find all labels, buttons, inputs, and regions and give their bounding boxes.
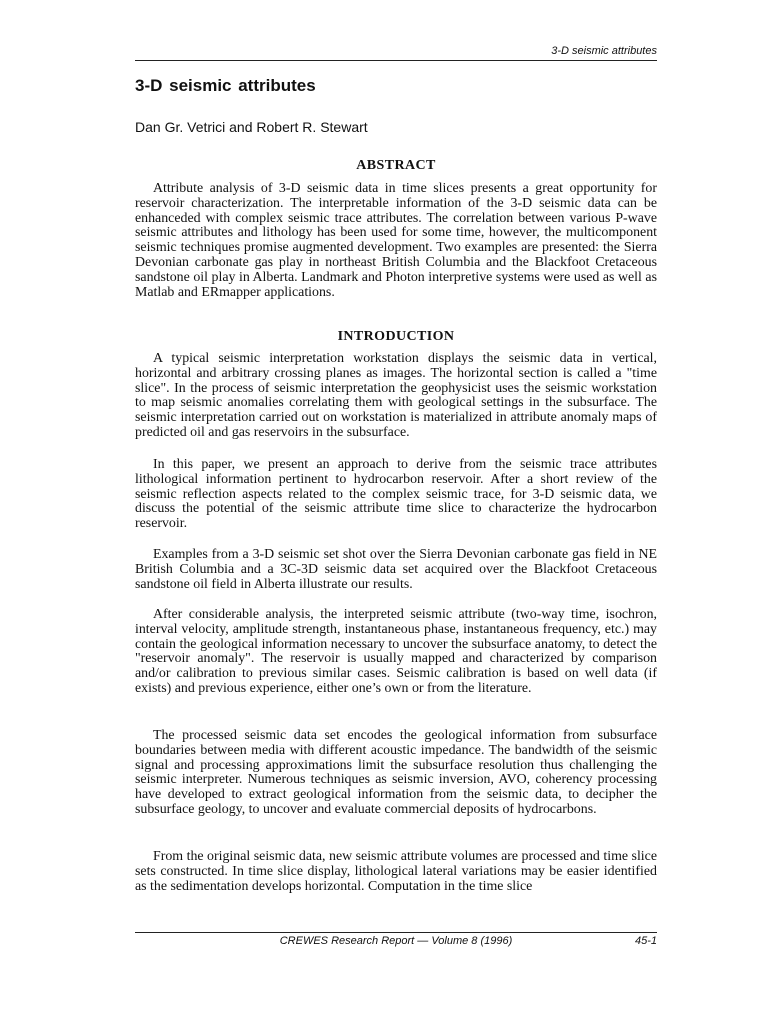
footer-rule (135, 932, 657, 933)
running-header: 3-D seismic attributes (551, 45, 657, 57)
intro-paragraph-5: The processed seismic data set encodes the geological information from subsurface boundaries between media with different acoustic impedance. The bandwidth of the seismic signal and processing approximations limit the subsurface resolution thus challenging the seismic interpreter. Numerous techniques as seismic inversion, AVO, coherency processing have developed to extract geological information from the seismic data, to decipher the subsurface geology, to uncover and evaluate commercial deposits of hydrocarbons. (135, 728, 657, 817)
intro-paragraph-3: Examples from a 3-D seismic set shot over the Sierra Devonian carbonate gas field in NE British Columbia and a 3C-3D seismic data set acquired over the Blackfoot Cretaceous sandstone oil field in Alberta illustrate our results. (135, 547, 657, 592)
intro-paragraph-1: A typical seismic interpretation workstation displays the seismic data in vertical, horizontal and arbitrary crossing planes as images. The horizontal section is called a "time slice". In the process of seismic interpretation the geophysicist uses the seismic workstation to map seismic anomalies correlating them with geological settings in the subsurface. The seismic interpretation carried out on workstation is materialized in attribute anomaly maps of predicted oil and gas reservoirs in the subsurface. (135, 351, 657, 440)
introduction-heading: INTRODUCTION (337, 329, 455, 344)
intro-paragraph-6: From the original seismic data, new seismic attribute volumes are processed and time slice sets constructed. In time slice display, lithological lateral variations may be easier identified as the sedimentation develops horizontal. Computation in the time slice (135, 849, 657, 894)
page-number: 45-1 (634, 935, 657, 947)
paper-title: 3-D seismic attributes (135, 76, 316, 95)
intro-paragraph-2: In this paper, we present an approach to derive from the seismic trace attributes lithological information pertinent to hydrocarbon reservoir. After a short review of the seismic reflection aspects related to the complex seismic trace, for 3-D seismic data, we discuss the potential of the seismic attribute time slice to characterize the hydrocarbon reservoir. (135, 457, 657, 532)
header-rule (135, 60, 657, 61)
abstract-heading: ABSTRACT (356, 158, 436, 173)
footer-journal: CREWES Research Report — Volume 8 (1996) (279, 935, 513, 947)
intro-paragraph-4: After considerable analysis, the interpreted seismic attribute (two-way time, isochron, interval velocity, amplitude strength, instantaneous phase, instantaneous frequency, etc.) may contain the geological information necessary to uncover the subsurface anatomy, to detect the "reservoir anomaly". The reservoir is usually mapped and characterized by comparison and/or calibration to previous similar cases. Seismic calibration is based on well data (if exists) and previous experience, either one’s own or from the literature. (135, 607, 657, 696)
author-list: Dan Gr. Vetrici and Robert R. Stewart (135, 119, 368, 135)
abstract-text: Attribute analysis of 3-D seismic data in time slices presents a great opportunity for reservoir characterization. The interpretable information of the 3-D seismic data can be enhanceded with complex seismic trace attributes. The correlation between various P-wave seismic attributes and lithology has been used for some time, however, the multicomponent seismic techniques promise augmented development. Two examples are presented: the Sierra Devonian carbonate gas play in northeast British Columbia and the Blackfoot Cretaceous sandstone oil play in Alberta. Landmark and Photon interpretive systems were used as well as Matlab and ERmapper applications. (135, 181, 657, 300)
